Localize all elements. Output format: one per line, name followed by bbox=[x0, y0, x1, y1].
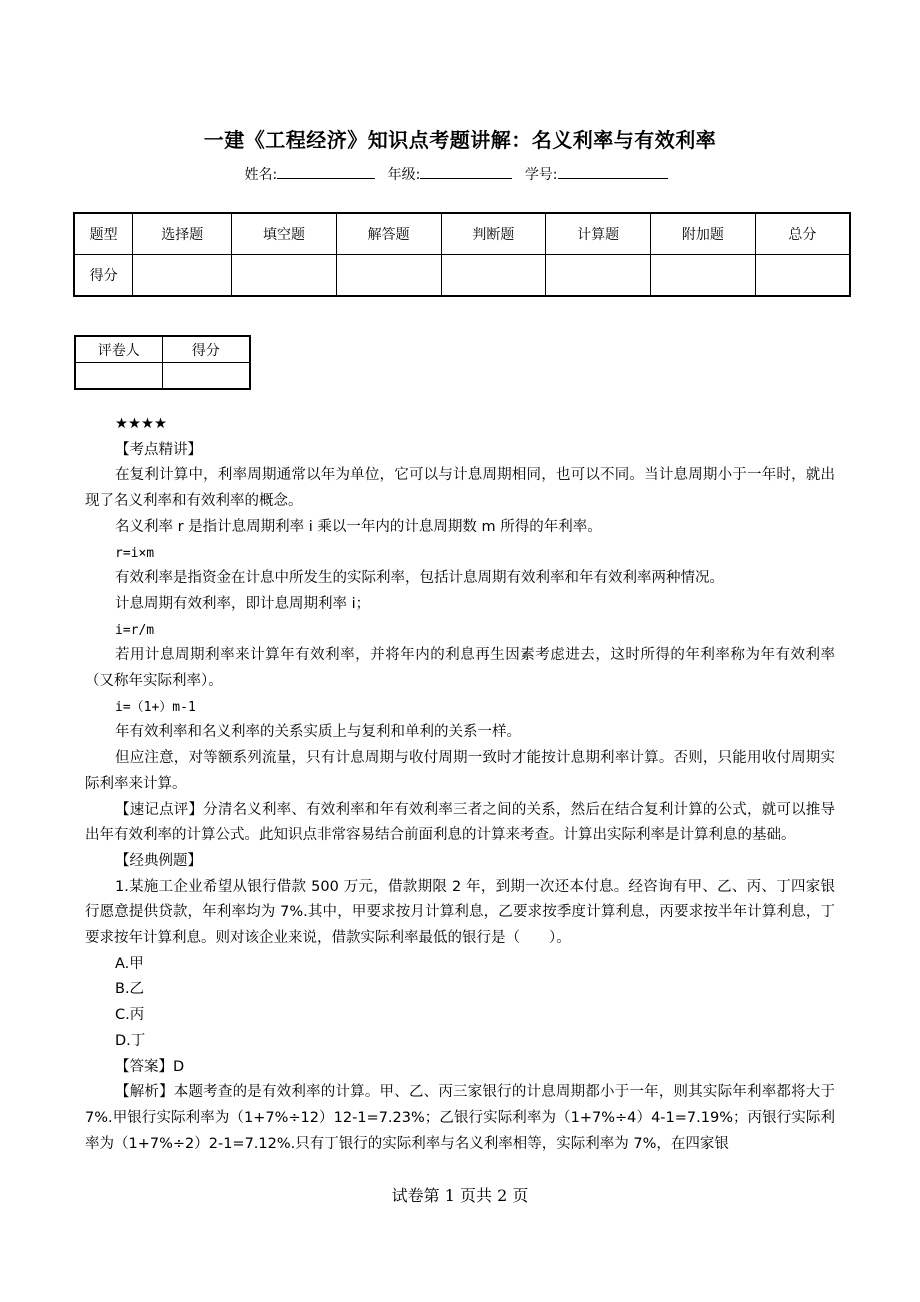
score-table-header-row bbox=[74, 213, 850, 255]
header-cell-total: 总分 bbox=[755, 213, 850, 255]
content-body bbox=[85, 412, 835, 1157]
paragraph: 在复利计算中，利率周期通常以年为单位，它可以与计息周期相同，也可以不同。当计息周期小于一年时，就出现了名义利率和有效利率的概念。 bbox=[85, 467, 835, 510]
option-b: B.乙 bbox=[115, 981, 145, 998]
grader-score-header-cell: 得分 bbox=[162, 336, 250, 363]
grader-input-cell[interactable] bbox=[75, 363, 162, 390]
name-label: 姓名: bbox=[244, 167, 278, 183]
score-table bbox=[73, 212, 851, 297]
score-cell[interactable] bbox=[133, 255, 232, 297]
score-table-score-row bbox=[74, 255, 850, 297]
paragraph: 若用计息周期利率来计算年有效利率，并将年内的利息再生因素考虑进去，这时所得的年利率称为年有效利率（又称年实际利率）。 bbox=[85, 647, 835, 690]
grader-header-row bbox=[75, 336, 250, 363]
difficulty-stars: ★★★★ bbox=[115, 416, 167, 432]
option-d: D.丁 bbox=[115, 1032, 146, 1049]
option-c: C.丙 bbox=[115, 1007, 145, 1024]
score-cell[interactable] bbox=[441, 255, 546, 297]
paragraph: 年有效利率和名义利率的关系实质上与复利和单利的关系一样。 bbox=[115, 724, 521, 741]
score-cell[interactable] bbox=[336, 255, 441, 297]
name-blank[interactable] bbox=[277, 164, 375, 179]
page-title: 一建《工程经济》知识点考题讲解：名义利率与有效利率 bbox=[203, 128, 717, 152]
id-blank[interactable] bbox=[558, 164, 668, 179]
paragraph: 名义利率 r 是指计息周期利率 i 乘以一年内的计息周期数 m 所得的年利率。 bbox=[115, 518, 602, 535]
paragraph: 有效利率是指资金在计息中所发生的实际利率，包括计息周期有效利率和年有效利率两种情况。 bbox=[115, 570, 724, 587]
score-cell[interactable] bbox=[546, 255, 651, 297]
id-label: 学号: bbox=[524, 167, 558, 183]
formula-period-rate: i=r/m bbox=[115, 622, 155, 638]
score-row-label: 得分 bbox=[74, 255, 133, 297]
paragraph-review: 【速记点评】分清名义利率、有效利率和年有效利率三者之间的关系，然后在结合复利计算的公式，就可以推导出年有效利率的计算公式。此知识点非常容易结合前面利息的计算来考查。计算出实际利率是计算利息的基础。 bbox=[85, 801, 835, 844]
score-cell[interactable] bbox=[232, 255, 337, 297]
section-heading-examples: 【经典例题】 bbox=[115, 852, 202, 869]
paragraph: 但应注意，对等额系列流量，只有计息周期与收付周期一致时才能按计息期利率计算。否则，只能用收付周期实际利率来计算。 bbox=[85, 750, 835, 792]
analysis: 【解析】本题考查的是有效利率的计算。甲、乙、丙三家银行的计息周期都小于一年，则其实际年利率都将大于 7%.甲银行实际利率为（1+7%÷12）12-1=7.23%；乙银行实际利率为（1+7%÷4）4-1=7.19%；丙银行实际利率为（1+7%÷2）2-1=7.12%.只有丁银行的实际利率与名义利率相等，实际利率为 7%，在四家银 bbox=[85, 1084, 835, 1152]
grader-header-cell: 评卷人 bbox=[75, 336, 162, 363]
option-a: A.甲 bbox=[115, 955, 144, 972]
paragraph: 计息周期有效利率，即计息周期利率 i； bbox=[115, 595, 371, 612]
grader-table bbox=[74, 335, 251, 390]
header-cell-fill: 填空题 bbox=[232, 213, 337, 255]
grade-blank[interactable] bbox=[420, 164, 512, 179]
grade-label: 年级: bbox=[387, 167, 421, 183]
header-cell-choice: 选择题 bbox=[133, 213, 232, 255]
score-cell[interactable] bbox=[755, 255, 850, 297]
answer: 【答案】D bbox=[115, 1058, 185, 1075]
question-stem: 1.某施工企业希望从银行借款 500 万元，借款期限 2 年，到期一次还本付息。经咨询有甲、乙、丙、丁四家银行愿意提供贷款，年利率均为 7%.其中，甲要求按月计算利息，乙要求按季度计算利息，丙要求按半年计算利息，丁要求按年计算利息。则对该企业来说，借款实际利率最低的银行是（ ）。 bbox=[85, 878, 835, 947]
student-info-line bbox=[0, 164, 920, 184]
formula-effective-rate: i=（1+）m-1 bbox=[115, 699, 196, 715]
header-cell-calc: 计算题 bbox=[546, 213, 651, 255]
header-cell-extra: 附加题 bbox=[650, 213, 755, 255]
grader-score-input-cell[interactable] bbox=[162, 363, 250, 390]
header-cell-judge: 判断题 bbox=[441, 213, 546, 255]
header-cell-answer: 解答题 bbox=[336, 213, 441, 255]
page-footer: 试卷第 1 页共 2 页 bbox=[391, 1186, 529, 1205]
section-heading-key-points: 【考点精讲】 bbox=[115, 441, 202, 458]
header-cell-type: 题型 bbox=[74, 213, 133, 255]
formula-nominal-rate: r=i×m bbox=[115, 545, 155, 561]
grader-input-row bbox=[75, 363, 250, 390]
score-cell[interactable] bbox=[650, 255, 755, 297]
